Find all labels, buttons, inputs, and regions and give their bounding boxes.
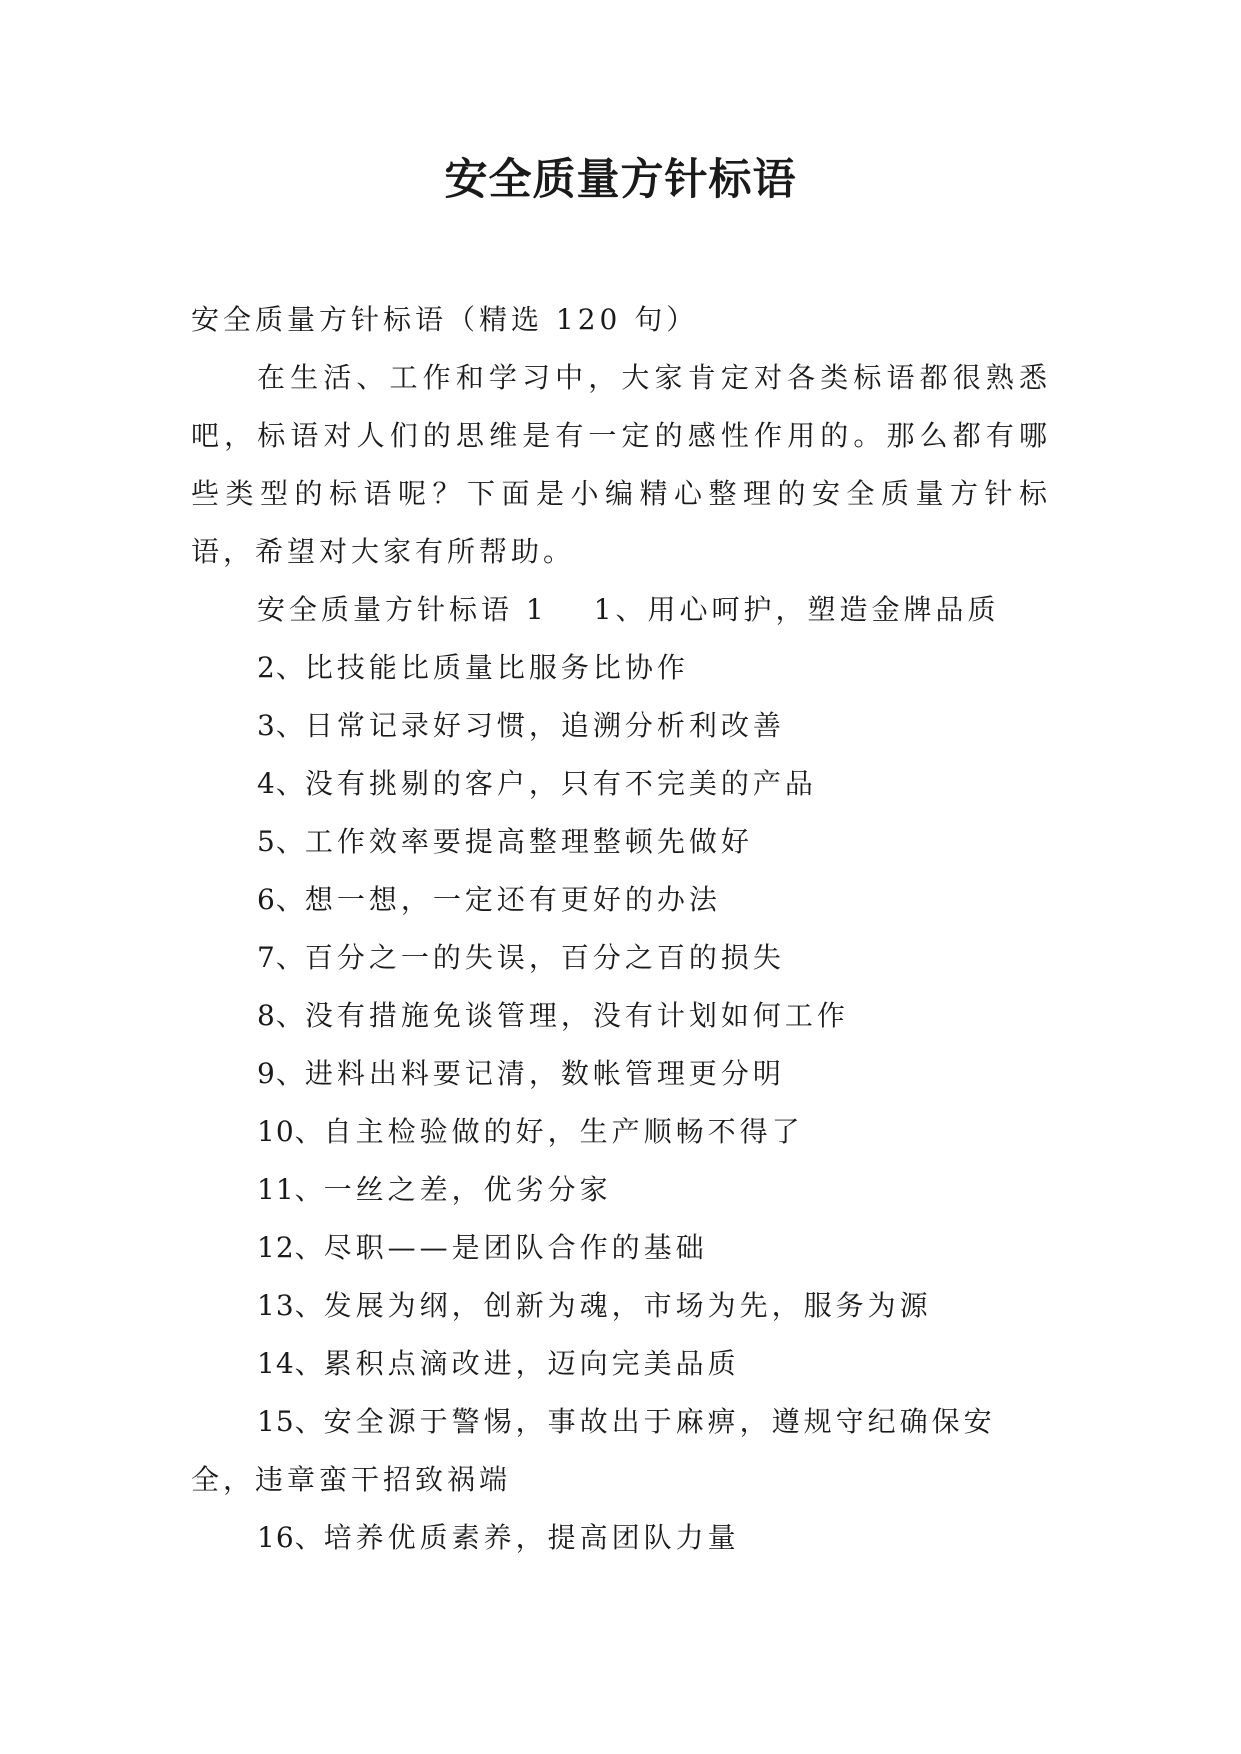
list-item-number: 10、 xyxy=(257,1115,324,1148)
list-item xyxy=(191,813,1051,871)
list-item xyxy=(191,1045,1051,1103)
list-item-text: 发展为纲，创新为魂，市场为先，服务为源 xyxy=(323,1289,932,1322)
list-item-number: 12、 xyxy=(257,1231,324,1264)
list-item-number: 14、 xyxy=(257,1347,324,1380)
list-item-number: 9、 xyxy=(257,1057,305,1090)
list-item-number: 6、 xyxy=(257,883,305,916)
document-subtitle: 安全质量方针标语（精选 120 句） xyxy=(191,303,699,336)
list-item-number: 16、 xyxy=(257,1521,324,1554)
list-item-number: 4、 xyxy=(257,767,305,800)
list-item-text: 尽职——是团队合作的基础 xyxy=(323,1231,708,1264)
list-item xyxy=(191,1103,1051,1161)
list-item-text: 安全源于警惕，事故出于麻痹，遵规守纪确保安全，违章蛮干招致祸端 xyxy=(191,1405,996,1496)
list-item-number: 11、 xyxy=(257,1173,324,1206)
list-item-text: 一丝之差，优劣分家 xyxy=(323,1173,612,1206)
list-item-text: 培养优质素养，提高团队力量 xyxy=(323,1521,740,1554)
list-item-number: 8、 xyxy=(257,999,305,1032)
list-item-text: 自主检验做的好，生产顺畅不得了 xyxy=(323,1115,804,1148)
list-item xyxy=(191,755,1051,813)
list-item-text: 用心呵护，塑造金牌品质 xyxy=(647,593,1000,626)
section-heading-with-first-item xyxy=(191,581,1051,639)
intro-paragraph: 在生活、工作和学习中，大家肯定对各类标语都很熟悉吧，标语对人们的思维是有一定的感性作用的。那么都有哪些类型的标语呢？下面是小编精心整理的安全质量方针标语，希望对大家有所帮助。 xyxy=(191,361,1051,568)
list-item-number: 3、 xyxy=(257,709,305,742)
document-body xyxy=(191,291,1051,1567)
list-item xyxy=(191,1277,1051,1335)
list-item xyxy=(191,1161,1051,1219)
list-item xyxy=(191,1509,1051,1567)
list-item-text: 进料出料要记清，数帐管理更分明 xyxy=(304,1057,785,1090)
list-item-number: 2、 xyxy=(257,651,305,684)
list-item xyxy=(191,871,1051,929)
list-item xyxy=(191,1335,1051,1393)
list-item-text: 日常记录好习惯，追溯分析利改善 xyxy=(304,709,785,742)
list-item-text: 百分之一的失误，百分之百的损失 xyxy=(304,941,785,974)
list-item xyxy=(191,929,1051,987)
list-item-text: 没有挑剔的客户，只有不完美的产品 xyxy=(304,767,817,800)
list-item xyxy=(191,1393,1051,1509)
section-heading: 安全质量方针标语 1 xyxy=(257,593,548,626)
list-item-text: 工作效率要提高整理整顿先做好 xyxy=(304,825,753,858)
list-item-text: 比技能比质量比服务比协作 xyxy=(304,651,689,684)
list-item-number: 15、 xyxy=(257,1405,324,1438)
list-item-number: 7、 xyxy=(257,941,305,974)
list-item-text: 想一想，一定还有更好的办法 xyxy=(304,883,721,916)
list-item-number: 13、 xyxy=(257,1289,324,1322)
list-item-text: 没有措施免谈管理，没有计划如何工作 xyxy=(304,999,849,1032)
list-item xyxy=(191,987,1051,1045)
list-item xyxy=(191,1219,1051,1277)
list-item-text: 累积点滴改进，迈向完美品质 xyxy=(323,1347,740,1380)
list-item xyxy=(191,697,1051,755)
list-item-number: 5、 xyxy=(257,825,305,858)
list-item-number: 1、 xyxy=(593,593,648,626)
document-title: 安全质量方针标语 xyxy=(444,155,797,205)
list-item xyxy=(191,639,1051,697)
